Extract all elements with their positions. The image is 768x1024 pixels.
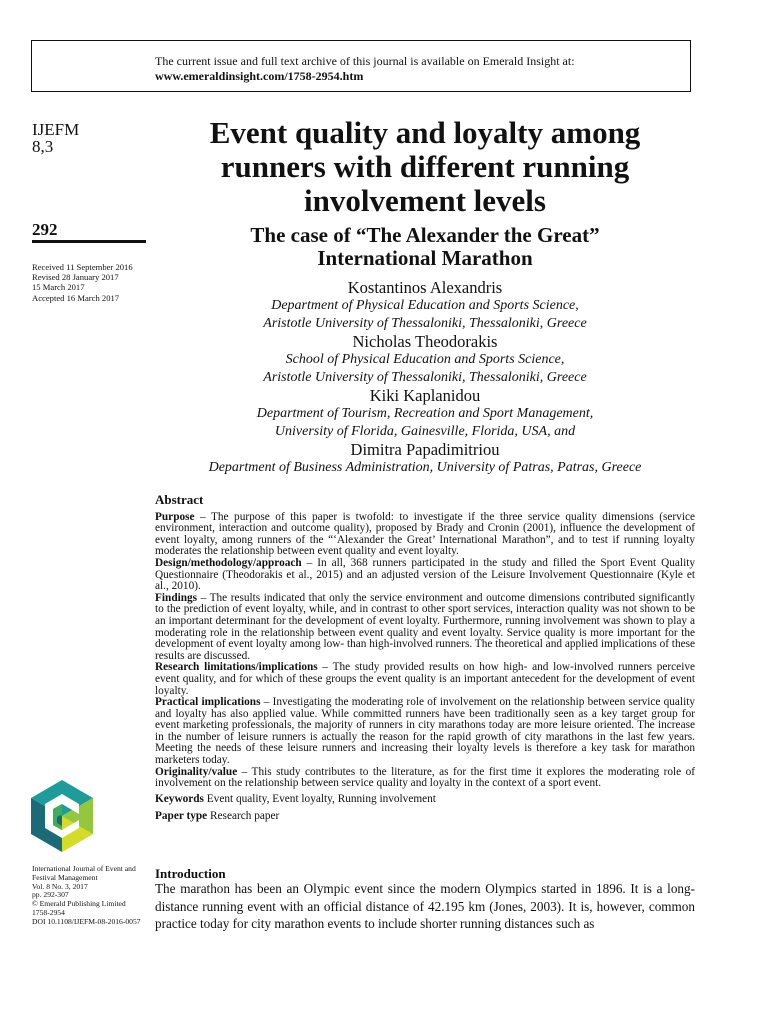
abstract-label: Research limitations/implications — [155, 661, 318, 674]
article-title — [160, 116, 690, 218]
introduction-text: The marathon has been an Olympic event since the modern Olympics started in 1896. It is a long-distance running event with an official distance of 42.195 km (Jones, 2003). It is, however, common practice today for city marathon events to include shorter running distances such as — [155, 881, 695, 931]
journal-abbr-text: IJEFM — [32, 120, 80, 139]
abstract-design — [155, 558, 695, 593]
journal-volume: 8,3 — [32, 137, 54, 156]
emerald-publishing-logo-icon — [31, 780, 93, 852]
abstract-practical — [155, 697, 695, 767]
date-revised: Revised 28 January 2017 — [32, 272, 119, 283]
page-number: 292 — [32, 220, 58, 239]
title-line: involvement levels — [304, 183, 546, 218]
citation-line: Festival Management — [32, 872, 98, 882]
author-affiliation: Aristotle University of Thessaloniki, Thessaloniki, Greece — [263, 316, 587, 331]
author-affiliation: Aristotle University of Thessaloniki, Thessaloniki, Greece — [263, 370, 587, 385]
author-affiliation: School of Physical Education and Sports Science, — [285, 352, 565, 367]
abstract-originality — [155, 767, 695, 790]
title-line: runners with different running — [220, 149, 630, 184]
author-affiliation: Department of Tourism, Recreation and Sport Management, — [256, 406, 594, 421]
date-received: Received 11 September 2016 — [32, 262, 133, 272]
author-affiliation: Department of Physical Education and Sports Science, — [271, 298, 579, 313]
paper-type-text: Research paper — [207, 810, 280, 823]
citation-line: International Journal of Event and — [32, 864, 136, 873]
citation-line: Vol. 8 No. 3, 2017 — [32, 881, 88, 891]
subtitle-line: The case of “The Alexander the Great” — [250, 223, 600, 247]
abstract-purpose — [155, 512, 695, 558]
availability-notice-text: The current issue and full text archive of this journal is available on Emerald Insight at: — [155, 54, 575, 68]
keywords-line — [155, 794, 695, 806]
author-name: Kostantinos Alexandris — [347, 278, 503, 297]
date-accepted: Accepted 16 March 2017 — [32, 292, 120, 303]
keywords-label: Keywords — [155, 792, 204, 805]
abstract-label: Purpose — [155, 510, 195, 523]
journal-abbreviation — [32, 121, 79, 155]
abstract-limitations — [155, 662, 695, 697]
abstract-label: Findings — [155, 591, 198, 604]
citation-line: 1758-2954 — [32, 907, 65, 917]
abstract-text: – The study provided results on how high- and low-involved runners perceive event quality, and for which of these groups the event quality is an important antecedent for the development of event loyalty. — [155, 661, 695, 697]
citation-line: pp. 292-307 — [32, 890, 69, 900]
subtitle-line: International Marathon — [317, 246, 533, 270]
abstract-text: – The results indicated that only the service environment and outcome dimensions contributed significantly to the prediction of event loyalty, while, and in contrast to other sport services, interaction quality was not shown to be an important determinant for the development of event loyalty. Furthermore, running involvement was shown to play a moderating role in the relationship between event quality and event loyalty. Service quality is more important for the development of event loyalty among low- than high-involved runners. The theoretical and applied implications of these results are discussed. — [155, 591, 696, 662]
title-line: Event quality and loyalty among — [209, 115, 641, 150]
author-name: Kiki Kaplanidou — [369, 386, 481, 405]
date-revised-2: 15 March 2017 — [32, 282, 85, 293]
journal-url-link[interactable]: www.emeraldinsight.com/1758-2954.htm — [155, 69, 364, 83]
author-name: Nicholas Theodorakis — [352, 332, 498, 351]
author-affiliation: University of Florida, Gainesville, Florida, USA, and — [274, 424, 576, 439]
author-affiliation: Department of Business Administration, University of Patras, Patras, Greece — [208, 460, 642, 475]
abstract-heading: Abstract — [155, 492, 204, 507]
abstract-label: Practical implications — [155, 696, 261, 709]
abstract-findings — [155, 593, 695, 663]
citation-block — [32, 865, 152, 927]
citation-doi: DOI 10.1108/IJEFM-08-2016-0057 — [32, 916, 141, 926]
abstract-text: – The purpose of this paper is twofold: to investigate if the three service quality dimensions (service environment, interaction and outcome quality), proposed by Brady and Cronin (2001), influence the development of event loyalty, among runners of the “‘Alexander the Great’ International Marathon”, and to test if running loyalty moderates the relationship between event quality and event loyalty. — [155, 510, 695, 558]
abstract-text: – In all, 368 runners participated in the study and filled the Sport Event Quality Questionnaire (Theodorakis et al., 2015) and an adjusted version of the Leisure Involvement Questionnaire (Kyle et al., 2010). — [155, 556, 695, 593]
author-list — [160, 279, 690, 477]
abstract-text: – Investigating the moderating role of involvement on the relationship between service quality and loyalty has also applied value. While committed runners have been traditionally seen as a key target group for event marketing professionals, the majority of runners in city marathons today are more leisure oriented. The increase in the number of leisure runners is actually the reason for the rapid growth of city marathons in the last few years. Meeting the needs of these leisure runners and increasing their loyalty levels is therefore a key task for marathon marketers today. — [155, 696, 695, 767]
keywords-text: Event quality, Event loyalty, Running involvement — [203, 792, 436, 805]
abstract — [155, 494, 695, 823]
page-number-rule — [32, 240, 146, 243]
citation-line: © Emerald Publishing Limited — [32, 899, 126, 909]
introduction-heading: Introduction — [155, 866, 226, 881]
abstract-text: – This study contributes to the literature, as for the first time it explores the moderating role of involvement on the relationship between service quality and loyalty in the context of a sport event. — [155, 765, 695, 790]
article-subtitle — [160, 224, 690, 270]
abstract-label: Originality/value — [155, 765, 238, 778]
paper-type-label: Paper type — [155, 810, 208, 823]
submission-dates — [32, 262, 133, 303]
abstract-label: Design/methodology/approach — [155, 556, 302, 569]
paper-type-line — [155, 811, 695, 823]
author-name: Dimitra Papadimitriou — [350, 440, 500, 459]
